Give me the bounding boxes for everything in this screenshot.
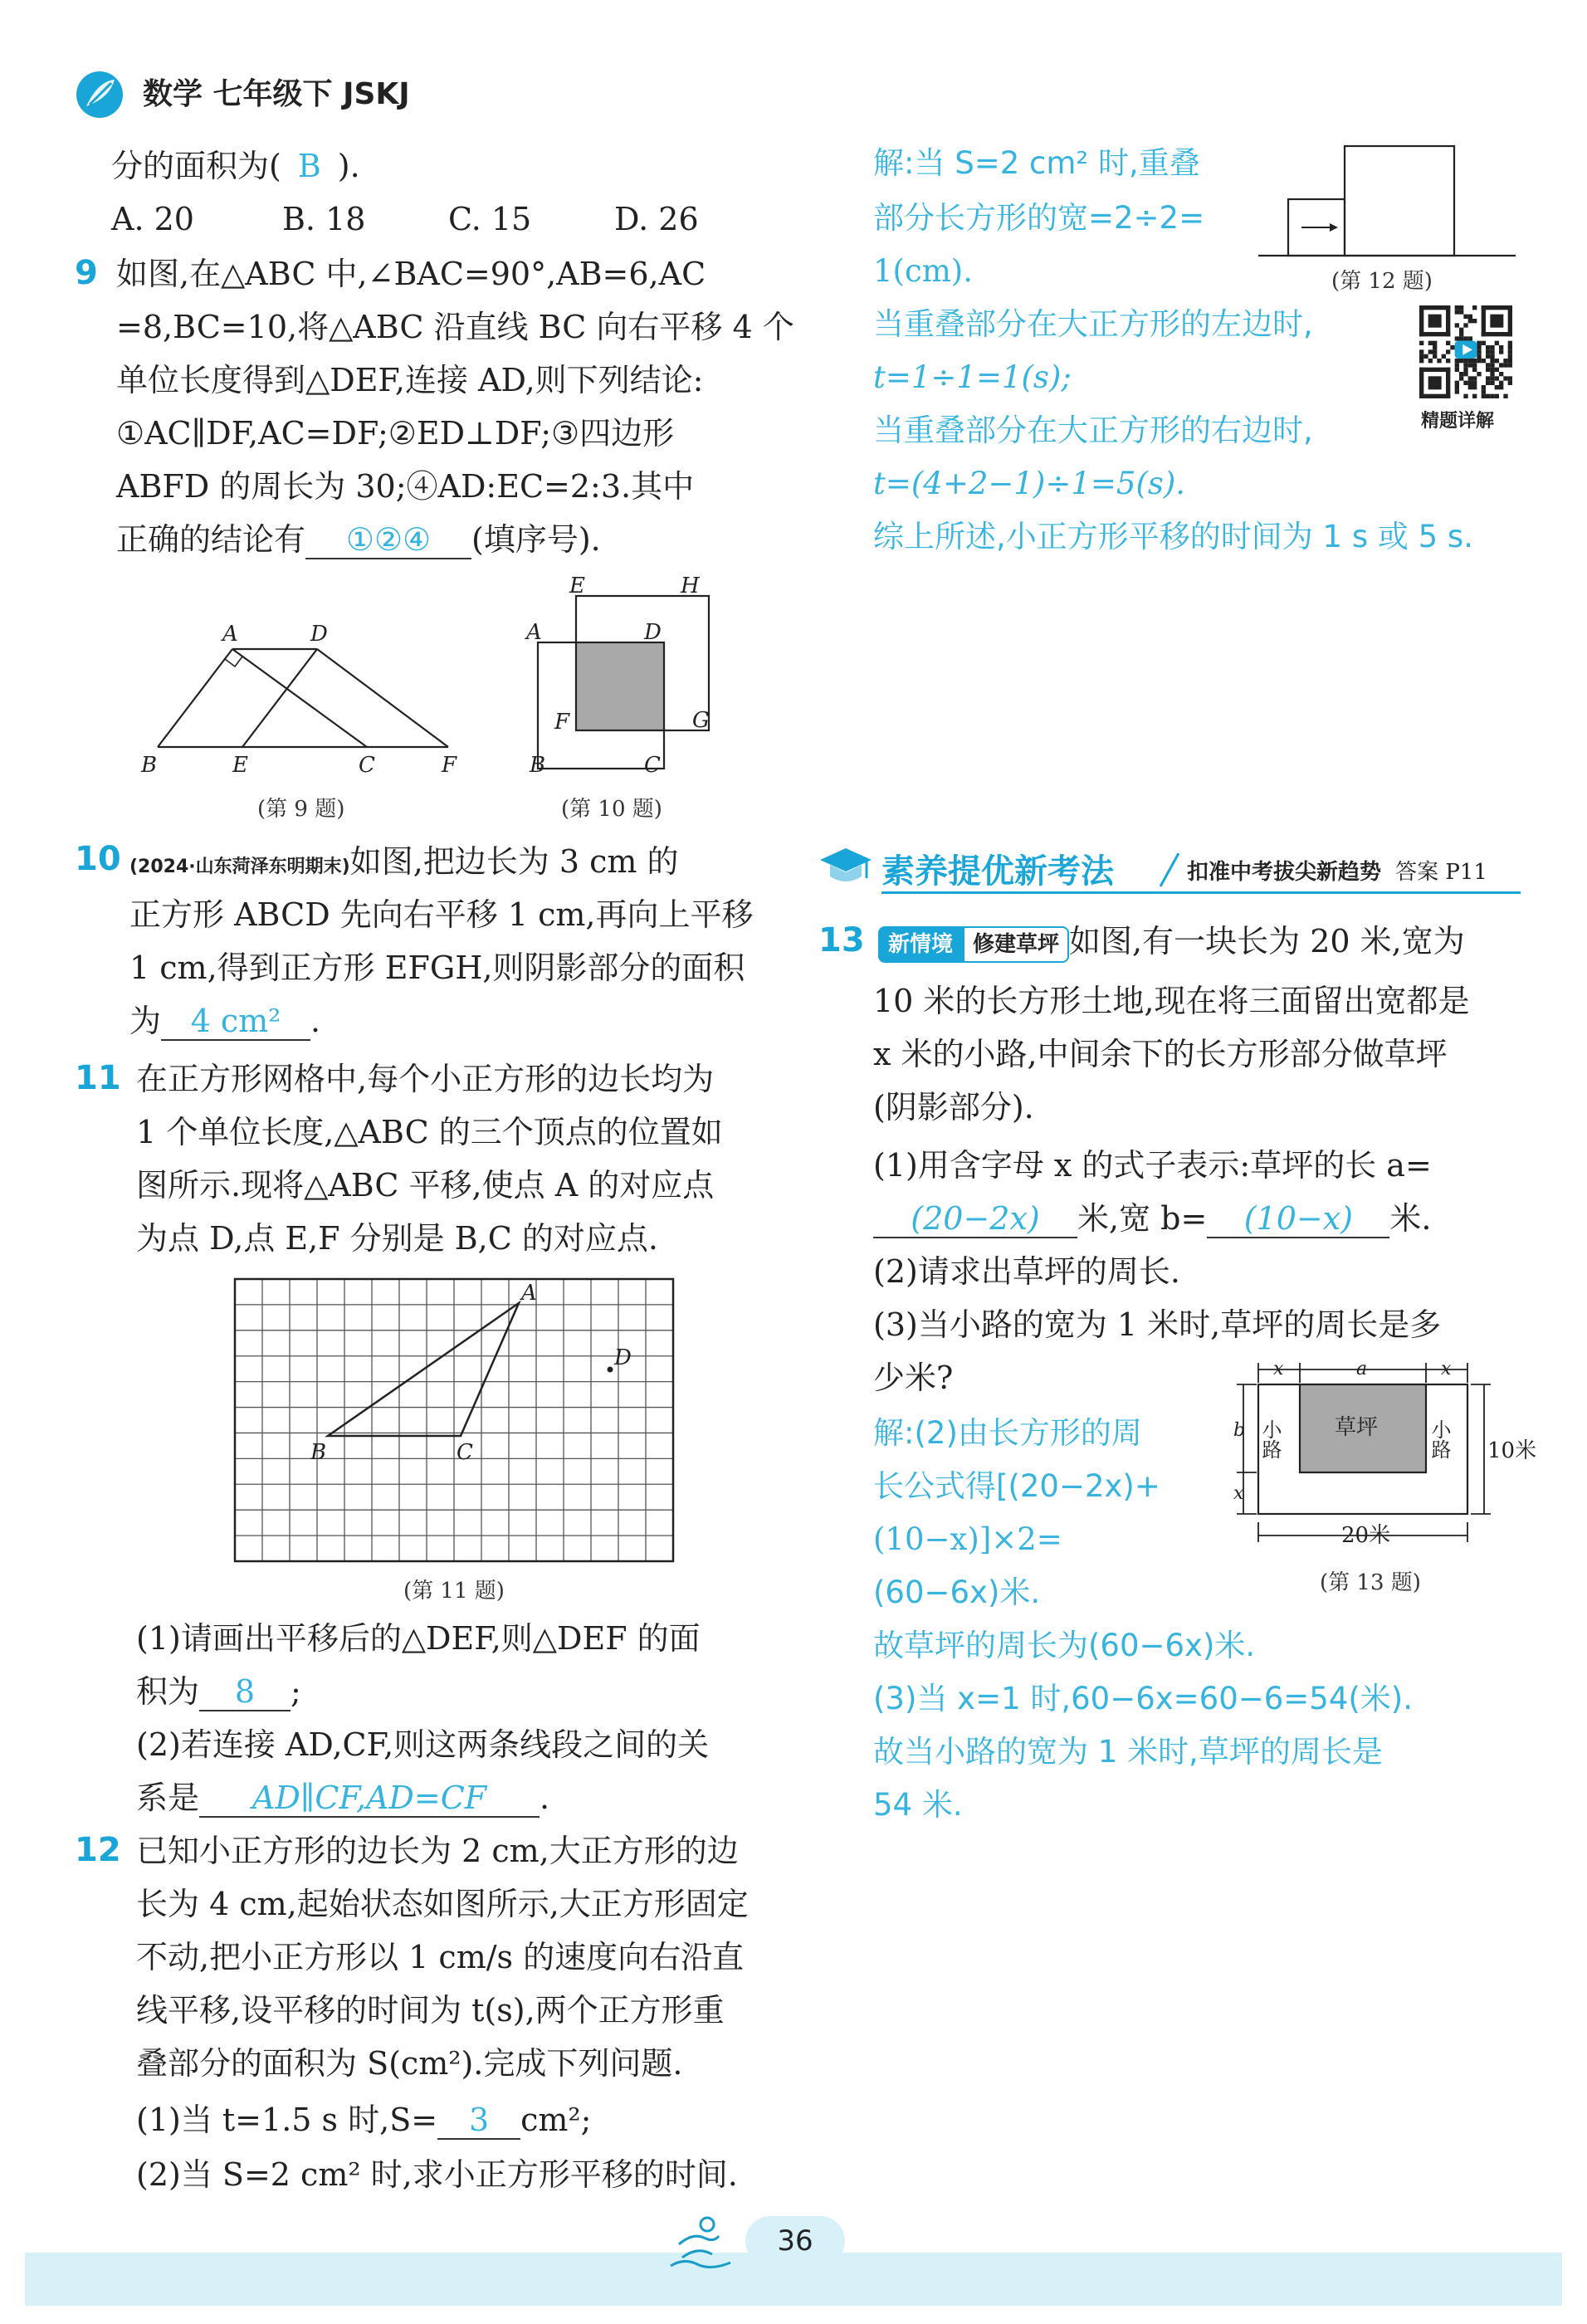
q9-segment-ab	[158, 649, 232, 747]
q12-large-square	[1345, 146, 1454, 256]
q12-p1: (1)当 t=1.5 s 时,S= 3 cm²;	[136, 2102, 592, 2138]
q9-line-3: 单位长度得到△DEF,连接 AD,则下列结论:	[116, 362, 704, 398]
section-subtitle: 扣准中考拔尖新趋势 答案 P11	[1187, 860, 1487, 885]
footer-mascot-icon	[664, 2211, 739, 2278]
q11-p1-line-1: (1)请画出平移后的△DEF,则△DEF 的面	[136, 1620, 701, 1657]
q13-line-4: (阴影部分).	[873, 1089, 1034, 1125]
q12-solution-line-5: t=1÷1=1(s);	[873, 359, 1072, 395]
q11-line-1: 在正方形网格中,每个小正方形的边长均为	[136, 1061, 715, 1097]
q10-label-c: C	[644, 753, 661, 778]
q10-source: (2024·山东菏泽东明期末)	[129, 857, 350, 877]
q11-line-4: 为点 D,点 E,F 分别是 B,C 的对应点.	[136, 1220, 658, 1257]
q9-segment-df	[317, 649, 448, 747]
q9-label-a: A	[222, 622, 238, 647]
q11-p2-line-2: 系是 AD∥CF,AD=CF .	[136, 1780, 550, 1816]
q13-solution-line-4: (60−6x)米.	[873, 1575, 1041, 1610]
q11-grid-figure	[234, 1278, 682, 1565]
q10-answer-blank: 4 cm²	[161, 1003, 310, 1041]
arrow-right-icon	[1301, 223, 1338, 232]
q9-line-4: ①AC∥DF,AC=DF;②ED⊥DF;③四边形	[116, 415, 675, 452]
q9-figure	[133, 614, 481, 780]
q9-number: 9	[75, 254, 98, 292]
q13-p3-line-1: (3)当小路的宽为 1 米时,草坪的周长是多	[873, 1306, 1442, 1343]
q13-caption: (第 13 题)	[1320, 1570, 1421, 1595]
q10-label-b: B	[530, 753, 546, 778]
q8-option-c: C. 15	[448, 201, 532, 237]
q13-p1-answer-a-blank: (20−2x)	[873, 1200, 1077, 1238]
q9-label-e: E	[232, 753, 248, 778]
q9-label-b: B	[141, 753, 158, 778]
q10-label-d: D	[644, 620, 662, 645]
q12-solution-line-3: 1(cm).	[873, 253, 973, 289]
q11-triangle-abc	[328, 1303, 519, 1436]
q12-p2: (2)当 S=2 cm² 时,求小正方形平移的时间.	[136, 2156, 738, 2193]
q13-label-b: b	[1233, 1420, 1246, 1441]
q11-line-3: 图所示.现将△ABC 平移,使点 A 的对应点	[136, 1167, 715, 1204]
q8-stem-tail: 分的面积为( B ).	[111, 148, 360, 184]
q11-caption: (第 11 题)	[403, 1579, 505, 1604]
q9-right-angle-mark	[225, 657, 242, 666]
q12-caption: (第 12 题)	[1331, 269, 1433, 294]
q13-p1-answer-b-blank: (10−x)	[1207, 1200, 1389, 1238]
q8-answer: B	[297, 148, 321, 184]
q13-line-3: x 米的小路,中间余下的长方形部分做草坪	[873, 1036, 1448, 1072]
q11-point-d	[608, 1367, 613, 1373]
q13-label-length: 20米	[1341, 1523, 1391, 1548]
q10-caption: (第 10 题)	[561, 797, 662, 822]
q10-label-e: E	[569, 574, 585, 598]
header	[75, 68, 490, 126]
q12-figure	[1253, 141, 1519, 266]
page-number: 36	[777, 2224, 813, 2258]
q11-label-b: B	[310, 1440, 327, 1465]
leaf-logo-icon	[75, 70, 125, 120]
q12-solution-line-8: 综上所述,小正方形平移的时间为 1 s 或 5 s.	[873, 519, 1473, 554]
q10-label-h: H	[681, 574, 700, 598]
q13-line-2: 10 米的长方形土地,现在将三面留出宽都是	[873, 983, 1470, 1019]
q11-line-2: 1 个单位长度,△ABC 的三个顶点的位置如	[136, 1114, 723, 1150]
q10-label-a: A	[526, 620, 542, 645]
q11-p1-answer-blank: 8	[199, 1673, 291, 1711]
qr-label: 精题详解	[1421, 411, 1495, 432]
q10-number: 10	[75, 840, 121, 878]
q13-label-x-top-left: x	[1273, 1359, 1284, 1379]
q13-label-width: 10米	[1487, 1438, 1537, 1463]
q8-option-b: B. 18	[282, 201, 366, 237]
q13-label-lawn: 草坪	[1335, 1415, 1379, 1440]
q10-label-g: G	[692, 708, 710, 733]
q9-label-d: D	[310, 622, 328, 647]
q10-line-1: (2024·山东菏泽东明期末)如图,把边长为 3 cm 的	[129, 843, 679, 880]
q12-line-5: 叠部分的面积为 S(cm²).完成下列问题.	[136, 2045, 683, 2082]
graduation-cap-icon	[818, 843, 873, 891]
q13-label-x-left: x	[1233, 1483, 1244, 1504]
q9-caption: (第 9 题)	[257, 797, 345, 822]
q12-number: 12	[75, 1831, 121, 1869]
q12-solution-line-4: 当重叠部分在大正方形的左边时,	[873, 306, 1313, 342]
header-subject: 数学 七年级下 JSKJ	[143, 77, 410, 111]
q9-label-f: F	[442, 753, 457, 778]
q10-line-3: 1 cm,得到正方形 EFGH,则阴影部分的面积	[129, 950, 745, 986]
q12-p1-answer-blank: 3	[437, 2102, 520, 2140]
q13-solution-line-6: (3)当 x=1 时,60−6x=60−6=54(米).	[873, 1681, 1413, 1716]
q13-figure	[1225, 1359, 1537, 1567]
q11-grid-lines	[235, 1279, 673, 1561]
q10-shaded-overlap	[576, 642, 664, 730]
q13-p1-line-2: (20−2x) 米,宽 b= (10−x) 米.	[873, 1195, 1431, 1242]
q12-line-3: 不动,把小正方形以 1 cm/s 的速度向右沿直	[136, 1939, 745, 1975]
answer-reference: 答案 P11	[1395, 860, 1487, 885]
q13-solution-line-2: 长公式得[(20−2x)+	[873, 1468, 1160, 1504]
q11-p2-line-1: (2)若连接 AD,CF,则这两条线段之间的关	[136, 1726, 710, 1763]
section-banner	[818, 840, 1524, 896]
q13-number: 13	[818, 921, 865, 959]
q13-label-road-right: 小路	[1428, 1419, 1451, 1459]
q13-solution-line-3: (10−x)]×2=	[873, 1521, 1062, 1557]
q13-solution-line-7: 故当小路的宽为 1 米时,草坪的周长是	[873, 1734, 1383, 1770]
q8-option-a: A. 20	[111, 201, 194, 237]
q13-p1-line-1: (1)用含字母 x 的式子表示:草坪的长 a=	[873, 1147, 1432, 1184]
q13-tag-topic: 修建草坪	[963, 926, 1069, 963]
q10-label-f: F	[554, 710, 570, 735]
section-title: 素养提优新考法	[881, 852, 1114, 891]
q13-label-road-left: 小路	[1258, 1419, 1282, 1459]
q9-line-1: 如图,在△ABC 中,∠BAC=90°,AB=6,AC	[116, 256, 706, 292]
q11-number: 11	[75, 1059, 121, 1097]
q12-line-1: 已知小正方形的边长为 2 cm,大正方形的边	[136, 1833, 739, 1869]
q10-line-4: 为 4 cm² .	[129, 1003, 321, 1039]
q11-p2-answer-blank: AD∥CF,AD=CF	[199, 1780, 540, 1818]
q10-figure	[523, 573, 722, 788]
q9-line-2: =8,BC=10,将△ABC 沿直线 BC 向右平移 4 个	[116, 309, 794, 345]
q13-line-1: 新情境 修建草坪 如图,有一块长为 20 米,宽为	[878, 918, 1465, 964]
q13-p3-line-2: 少米?	[873, 1360, 954, 1396]
q9-answer-blank: ①②④	[305, 521, 471, 559]
q12-line-4: 线平移,设平移的时间为 t(s),两个正方形重	[136, 1992, 725, 2029]
q13-solution-line-5: 故草坪的周长为(60−6x)米.	[873, 1628, 1256, 1663]
q11-label-d: D	[614, 1345, 632, 1370]
section-underline	[881, 891, 1521, 894]
q9-line-5: ABFD 的周长为 30;④AD:EC=2:3.其中	[116, 468, 695, 505]
q9-line-6: 正确的结论有 ①②④ (填序号).	[116, 521, 601, 558]
q11-p1-line-2: 积为 8 ;	[136, 1673, 301, 1710]
q12-solution-line-6: 当重叠部分在大正方形的右边时,	[873, 413, 1313, 448]
q13-label-a: a	[1356, 1359, 1368, 1379]
section-slash-icon	[1157, 852, 1182, 888]
q12-solution-line-2: 部分长方形的宽=2÷2=	[873, 200, 1205, 236]
q13-label-x-top-right: x	[1441, 1359, 1452, 1379]
q13-p2: (2)请求出草坪的周长.	[873, 1253, 1180, 1290]
q12-solution-line-1: 解:当 S=2 cm² 时,重叠	[873, 145, 1200, 181]
q13-solution-line-8: 54 米.	[873, 1787, 963, 1823]
q11-label-c: C	[457, 1440, 473, 1465]
q13-solution-line-1: 解:(2)由长方形的周	[873, 1415, 1142, 1451]
q13-tag-new-context: 新情境	[878, 926, 963, 963]
q11-label-a: A	[521, 1281, 537, 1306]
q12-solution-line-7: t=(4+2−1)÷1=5(s).	[873, 466, 1186, 501]
q10-line-2: 正方形 ABCD 先向右平移 1 cm,再向上平移	[129, 896, 754, 933]
q8-option-d: D. 26	[614, 201, 699, 237]
q9-label-c: C	[359, 753, 375, 778]
q12-line-2: 长为 4 cm,起始状态如图所示,大正方形固定	[136, 1886, 749, 1922]
qr-code-icon[interactable]	[1419, 305, 1512, 398]
